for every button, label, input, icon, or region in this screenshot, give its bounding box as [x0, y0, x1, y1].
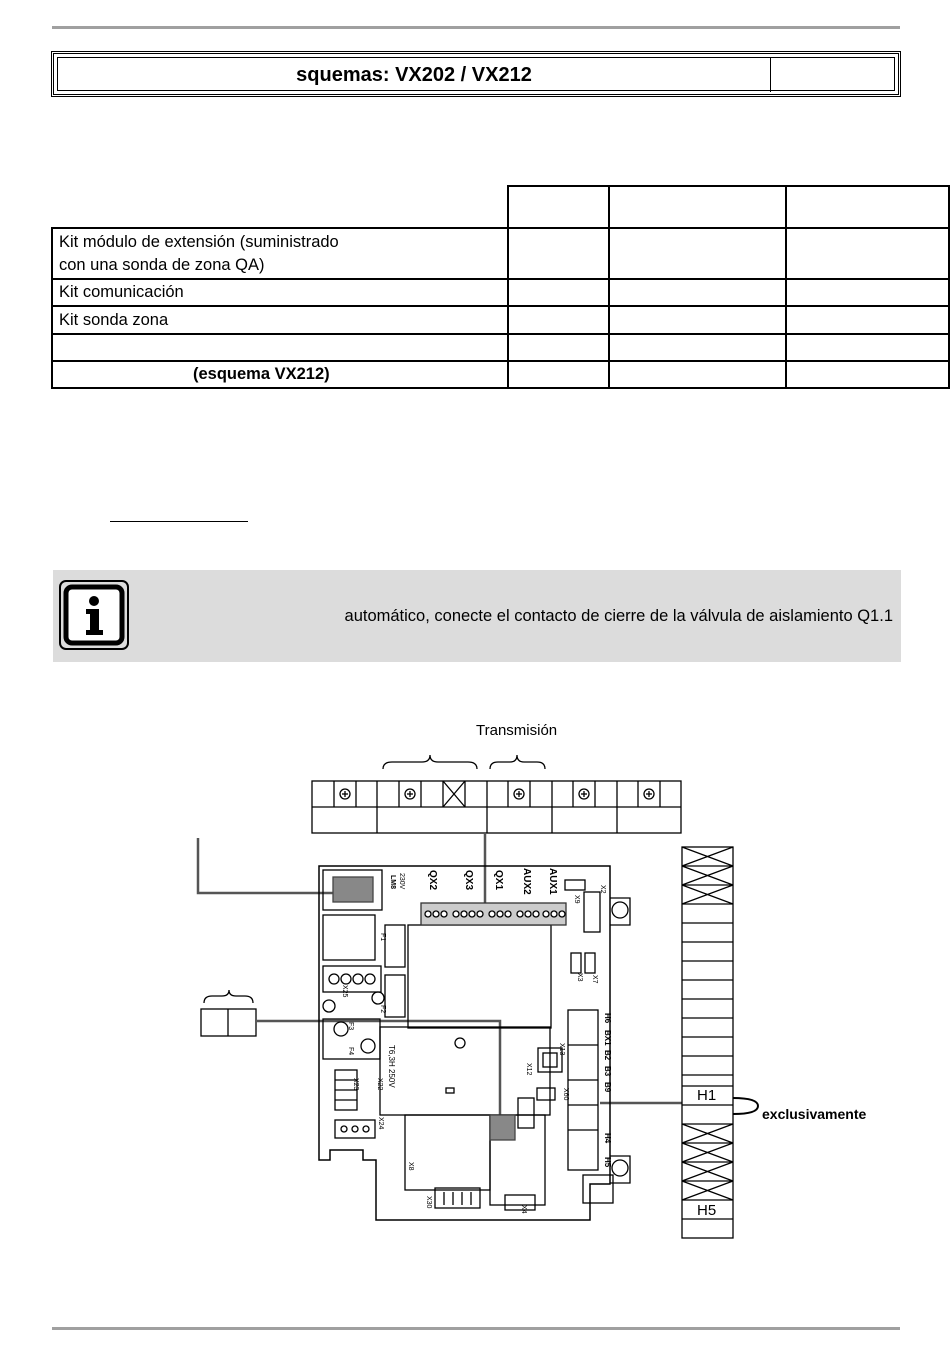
board-label-b9: B9 [603, 1082, 612, 1093]
bottom-rule [52, 1327, 900, 1330]
board-label-aux2: AUX2 [521, 868, 532, 895]
board-label-x2: X2 [599, 885, 606, 894]
row-label: Kit comunicación [52, 279, 508, 306]
board-label-f3: F3 [347, 1022, 354, 1031]
board-label-qx2: QX2 [427, 870, 438, 891]
board-label-x30: X30 [425, 1196, 432, 1209]
board-label-x8: X8 [407, 1162, 414, 1171]
board-label-x23: X23 [352, 1078, 359, 1091]
transmission-label: Transmisión [476, 722, 558, 739]
board-label-qx1: QX1 [493, 870, 504, 891]
board-label-qx3: QX3 [463, 870, 474, 891]
board-label-fuse: T6,3H 250V [387, 1045, 396, 1088]
note-text: automático, conecte el contacto de cierre de la válvula de aislamiento Q1.1 [344, 607, 893, 625]
board-label-b3: B3 [603, 1066, 612, 1077]
board-label-x9: X9 [573, 895, 580, 904]
board-label-aux1: AUX1 [547, 868, 558, 895]
exclusive-label: exclusivamente [762, 1106, 867, 1122]
board-label-x25: X25 [341, 985, 348, 998]
board-label-x7: X7 [591, 975, 598, 984]
board-label-x4: X4 [520, 1205, 527, 1214]
board-label-x3: X3 [576, 973, 583, 982]
board-label-x24: X24 [377, 1117, 384, 1130]
board-label-x13: X13 [558, 1043, 565, 1056]
board-label-f2: F2 [379, 1005, 386, 1014]
board-label-b2: B2 [603, 1050, 612, 1061]
board-label-x12: X12 [525, 1063, 532, 1076]
board-label-h5: H5 [603, 1157, 612, 1168]
board-label-f4: F4 [347, 1047, 354, 1056]
board-label-h6: H6 [603, 1013, 612, 1024]
board-label-bx1: BX1 [603, 1030, 612, 1046]
board-label-h4: H4 [603, 1133, 612, 1144]
board-label-230v: 230V [398, 873, 405, 890]
page-title: squemas: VX202 / VX212 [296, 64, 532, 86]
row-label-line2: con una sonda de zona QA) [59, 255, 265, 274]
board-label-lm8: LM8 [389, 875, 396, 889]
row-label: Kit sonda zona [52, 306, 508, 334]
board-label-x22: X22 [376, 1078, 383, 1091]
row-label-line1: Kit módulo de extensión (suministrado [59, 232, 339, 251]
board-label-x60: X60 [562, 1088, 569, 1101]
terminal-h1-label: H1 [697, 1087, 717, 1104]
terminal-h5-label: H5 [697, 1202, 717, 1219]
row-label: (esquema VX212) [52, 361, 508, 388]
board-label-f1: F1 [379, 933, 386, 942]
